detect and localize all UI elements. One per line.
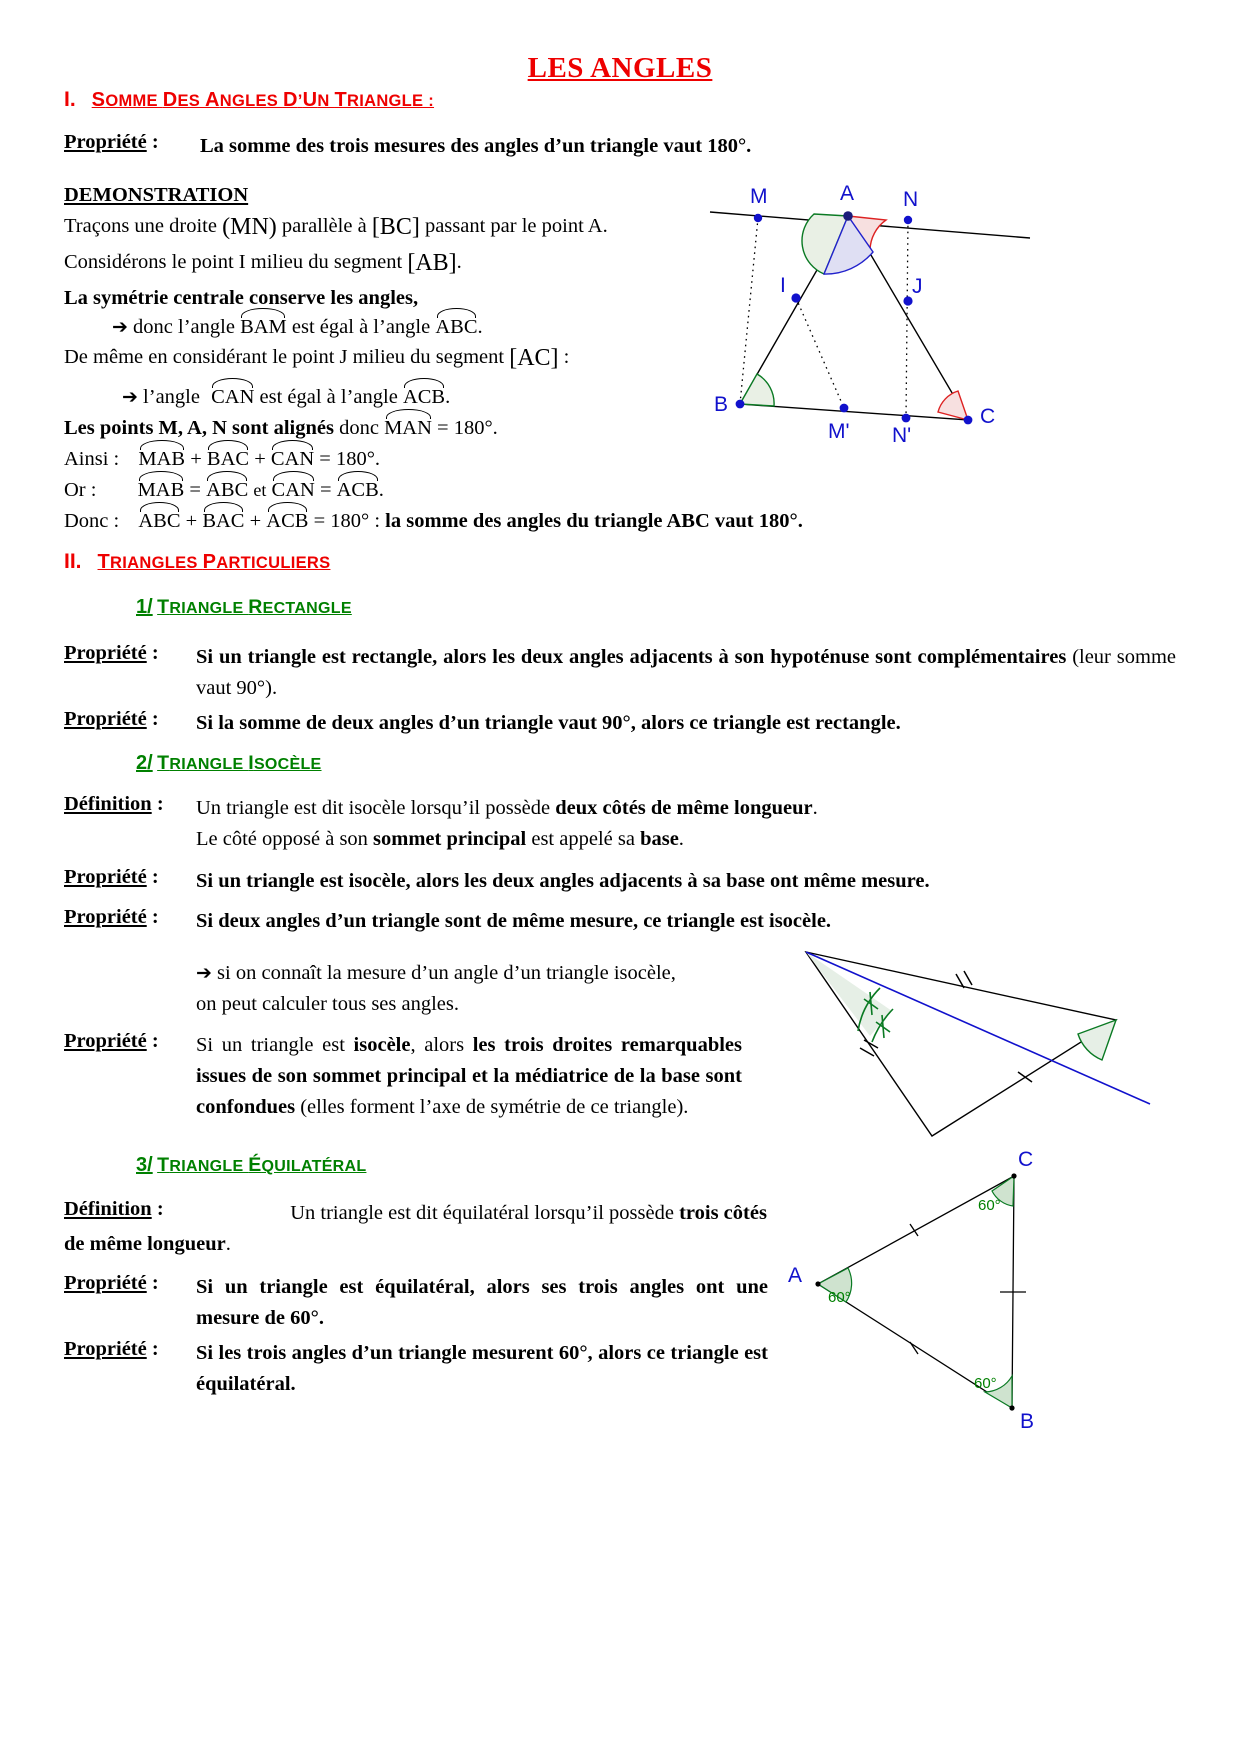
section-2-title: TRIANGLES PARTICULIERS [97, 551, 331, 573]
subsection-2-heading [136, 752, 322, 775]
demonstration-heading: DEMONSTRATION [64, 184, 249, 206]
demo-line-5-ac: [AC] [509, 345, 559, 371]
vertex-b-dot [1009, 1405, 1014, 1410]
label-a: A [788, 1264, 803, 1287]
demo-line-9-label: Or : [64, 479, 97, 501]
arrow-icon: ➔ [196, 962, 212, 984]
demo-line-9-eq-2: = [319, 479, 332, 501]
point-c [964, 416, 973, 425]
sub1-property-1-text [196, 642, 1176, 704]
sub2-def-l2-b: sommet principal [373, 828, 527, 850]
sub2-note-line-1 [196, 958, 796, 989]
sub1-property-2-text: Si la somme de deux angles d’un triangle vaut 90°, alors ce triangle est rectangle. [196, 712, 901, 734]
demo-line-2-part-a: Considérons le point I milieu du segment [64, 251, 403, 273]
sub2-definition-line-1 [196, 793, 1076, 824]
demo-line-4-part-b: est égal à l’angle [291, 316, 431, 338]
demo-line-9-et: et [253, 480, 267, 500]
sub2-note [196, 958, 796, 1020]
demo-line-10-plus-1: + [185, 510, 198, 532]
demo-line-10-plus-2: + [249, 510, 262, 532]
demo-line-10-label: Donc : [64, 510, 120, 532]
demo-line-8-label: Ainsi : [64, 448, 120, 470]
section-2-numeral: II. [64, 550, 82, 573]
sub3-property-2-text: Si les trois angles d’un triangle mesurent 60°, alors ce triangle est équilatéral. [196, 1342, 768, 1395]
sub3-property-1-text: Si un triangle est équilatéral, alors ses trois angles ont une mesure de 60°. [196, 1276, 768, 1329]
point-n [904, 216, 912, 224]
sub2-prop3-a: Si un triangle est [196, 1034, 345, 1056]
label-a: A [840, 182, 855, 205]
demo-line-7-bold: Les points M, A, N sont alignés [64, 417, 334, 439]
sub2-definition-line-2 [196, 824, 1076, 855]
label-nprime: N' [892, 424, 912, 447]
sub3-property-1-label: Propriété : [64, 1272, 159, 1294]
section-2-heading [64, 550, 330, 574]
sub2-def-l1-c: . [812, 797, 818, 819]
sub2-def-l1-b: deux côtés de même longueur [555, 797, 813, 819]
sub3-def-c: . [225, 1233, 231, 1255]
angle-arc-b-green [740, 374, 774, 406]
vertex-c-dot [1011, 1173, 1016, 1178]
demo-line-6-part-b: est égal à l’angle [259, 386, 398, 408]
arrow-icon: ➔ [122, 386, 138, 408]
subsection-1-numeral: 1/ [136, 596, 153, 618]
sub2-prop3-e: (elles forment l’axe de symétrie de ce triangle). [300, 1096, 689, 1118]
subsection-1-title: TRIANGLE RECTANGLE [157, 596, 352, 618]
label-i: I [780, 274, 786, 297]
label-b: B [1020, 1410, 1035, 1433]
angle-acb: ACB [403, 381, 445, 413]
demo-line-7-part-b: donc [339, 417, 379, 439]
angle-man: MAN [384, 412, 432, 444]
sub2-note-text-1: si on connaît la mesure d’un angle d’un triangle isocèle, [217, 962, 676, 984]
point-m [754, 214, 762, 222]
demo-line-1-part-c: passant par le point A. [424, 215, 608, 237]
angle-abc: ABC [206, 474, 248, 506]
sub3-property-2-label: Propriété : [64, 1338, 159, 1360]
sub1-property-1-rest: (leur somme vaut 90°). [196, 646, 1176, 699]
label-c: C [980, 405, 996, 428]
vertex-a-dot [815, 1281, 820, 1286]
section-1-property-label: Propriété : [64, 131, 159, 153]
sub2-property-2-text: Si deux angles d’un triangle sont de même mesure, ce triangle est isocèle. [196, 910, 832, 932]
demo-line-8-plus-1: + [190, 448, 202, 470]
sub1-property-1-label: Propriété : [64, 642, 159, 664]
sub3-definition-label: Définition : [64, 1198, 164, 1220]
sub2-property-3-text [196, 1030, 742, 1123]
demo-line-10-conclusion: la somme des angles du triangle ABC vaut 180°. [385, 510, 803, 532]
arrow-icon: ➔ [112, 316, 128, 338]
point-a [843, 211, 853, 221]
demo-line-10-eq: = 180° : [313, 510, 381, 532]
sub2-property-1-text: Si un triangle est isocèle, alors les deux angles adjacents à sa base ont même mesure. [196, 870, 930, 892]
label-mprime: M' [828, 420, 850, 443]
demo-line-10 [64, 505, 803, 537]
sub2-property-2-label: Propriété : [64, 906, 159, 928]
demo-line-8-plus-2: + [254, 448, 266, 470]
label-m: M [750, 185, 768, 208]
angle-mab: MAB [138, 474, 185, 506]
label-j: J [912, 275, 923, 298]
subsection-1-heading [136, 596, 352, 619]
figure-triangle-sum [700, 180, 1030, 447]
subsection-2-title: TRIANGLE ISOCÈLE [157, 752, 322, 774]
demo-line-4-part-a: donc l’angle [133, 316, 235, 338]
sub2-def-l2-c: est appelé sa [531, 828, 635, 850]
demo-line-6-part-c: . [445, 386, 451, 408]
sub1-property-2-label: Propriété : [64, 708, 159, 730]
demo-line-9-eq-1: = [189, 479, 201, 501]
sub1-property-1-bold: Si un triangle est rectangle, alors les deux angles adjacents à son hypoténuse sont complémentaires [196, 646, 1067, 668]
label-n: N [903, 188, 919, 211]
section-1-title: SOMME DES ANGLES D’UN TRIANGLE : [91, 89, 435, 111]
angle-label-c: 60° [978, 1197, 1001, 1214]
subsection-2-numeral: 2/ [136, 752, 153, 774]
sub3-definition-text [64, 1198, 780, 1260]
angle-abc: ABC [435, 311, 477, 343]
angle-acb: ACB [266, 505, 308, 537]
angle-acb: ACB [337, 474, 379, 506]
point-i [791, 293, 800, 302]
demo-line-5-part-a: De même en considérant le point J milieu du segment [64, 346, 505, 368]
subsection-3-heading [136, 1154, 366, 1177]
page-title: LES ANGLES [527, 52, 713, 84]
sub3-def-b: trois côtés de même longueur [64, 1202, 767, 1255]
point-nprime [902, 414, 911, 423]
base-angle-marker [1078, 1020, 1116, 1060]
sub3-def-a: Un triangle est dit équilatéral lorsqu’il possède [290, 1202, 674, 1224]
angle-can: CAN [211, 381, 254, 413]
angle-mab: MAB [138, 443, 185, 475]
demo-line-6 [122, 381, 450, 413]
demo-line-9-end: . [378, 479, 384, 501]
sub2-property-3-label: Propriété : [64, 1030, 159, 1052]
sub2-def-l2-d: base [640, 828, 679, 850]
section-1-heading [64, 88, 434, 112]
label-b: B [714, 393, 729, 416]
sub2-property-1-label: Propriété : [64, 866, 159, 888]
demo-line-3: La symétrie centrale conserve les angles, [64, 287, 419, 309]
demo-line-8-eq: = 180°. [319, 448, 381, 470]
sub2-prop3-b: isocèle [353, 1034, 411, 1056]
demo-line-5 [64, 342, 569, 373]
demo-line-4 [112, 311, 483, 343]
demo-line-2-ab: [AB] [407, 250, 457, 276]
section-1-numeral: I. [64, 88, 76, 111]
dotted-segment-i-mprime [796, 298, 844, 408]
sub2-def-l1-a: Un triangle est dit isocèle lorsqu’il possède [196, 797, 551, 819]
sub2-def-l2-a: Le côté opposé à son [196, 828, 368, 850]
demo-line-5-part-b: : [563, 346, 570, 368]
isosceles-triangle-outline [806, 952, 1116, 1136]
demo-line-1-part-b: parallèle à [281, 215, 367, 237]
angle-arc-c-red [938, 391, 968, 420]
dotted-segment-n-nprime [906, 220, 908, 418]
angle-label-b: 60° [974, 1375, 997, 1392]
label-c: C [1018, 1148, 1034, 1171]
section-1-property-text: La somme des trois mesures des angles d’un triangle vaut 180°. [200, 135, 752, 157]
angle-bam: BAM [240, 311, 287, 343]
figure-isosceles-triangle [760, 936, 1160, 1156]
angle-label-a: 60° [828, 1289, 851, 1306]
sub2-prop3-c: , alors [410, 1034, 465, 1056]
demo-line-4-part-c: . [477, 316, 483, 338]
demo-line-1-mn: (MN) [222, 214, 277, 240]
point-mprime [840, 404, 849, 413]
side-tick-ab [910, 1342, 918, 1354]
angle-can: CAN [272, 474, 315, 506]
point-b [736, 400, 745, 409]
demo-line-1-bc: [BC] [371, 214, 420, 240]
angle-abc: ABC [138, 505, 180, 537]
demo-line-7 [64, 412, 498, 444]
angle-bac: BAC [202, 505, 244, 537]
sub2-note-text-2: on peut calculer tous ses angles. [196, 993, 460, 1015]
subsection-3-numeral: 3/ [136, 1154, 153, 1176]
angle-can: CAN [271, 443, 314, 475]
sub2-note-line-2 [196, 989, 796, 1020]
sub2-prop3-d: les trois droites remarquables issues de son sommet principal et la médiatrice de la base sont confondues [196, 1034, 742, 1118]
demo-line-2 [64, 247, 462, 278]
demo-line-7-part-c: = 180°. [437, 417, 498, 439]
figure-equilateral-triangle [782, 1148, 1082, 1438]
sub2-def-l2-e: . [678, 828, 684, 850]
angle-bac: BAC [207, 443, 249, 475]
demo-line-1 [64, 211, 608, 242]
demo-line-6-part-a: l’angle [143, 386, 200, 408]
demo-line-2-part-b: . [456, 251, 462, 273]
sub2-definition-label: Définition : [64, 793, 164, 815]
sub2-definition-text [196, 793, 1076, 855]
subsection-3-title: TRIANGLE ÉQUILATÉRAL [157, 1154, 367, 1176]
demo-line-1-part-a: Traçons une droite [64, 215, 217, 237]
